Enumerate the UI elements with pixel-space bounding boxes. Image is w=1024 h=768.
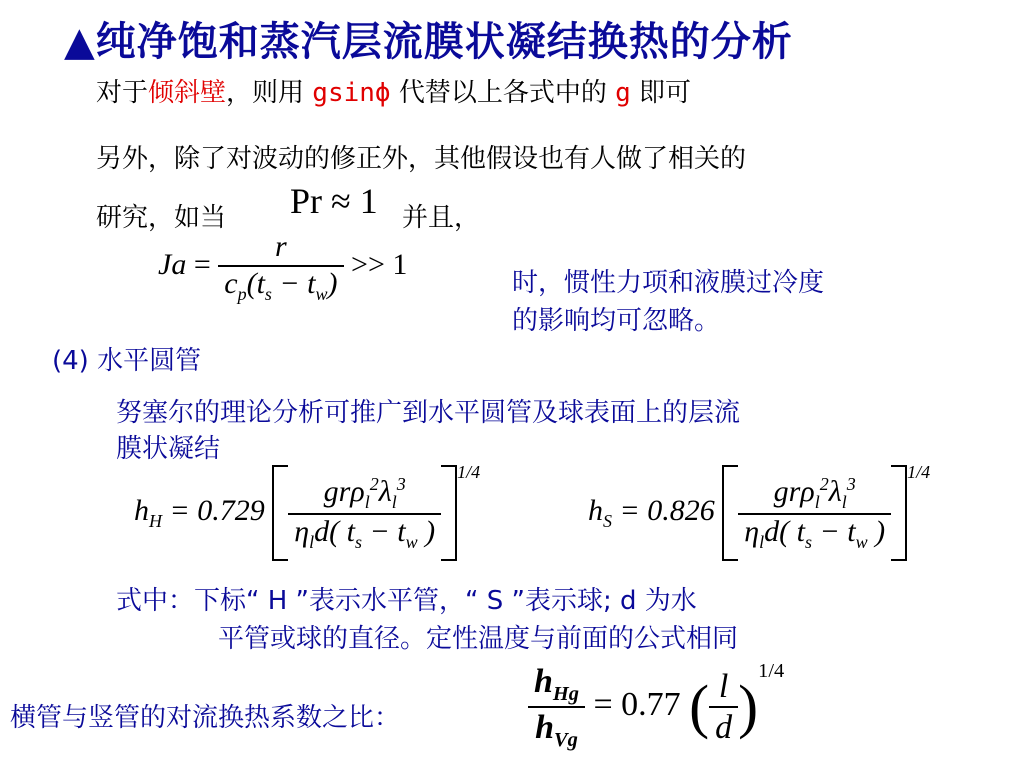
ja-formula	[158, 230, 407, 304]
text-for: 对于	[96, 78, 149, 108]
ja-note-line-2: 的影响均可忽略。	[512, 306, 721, 336]
ja-numerator: r	[218, 230, 343, 267]
s-fraction: $\frac{gr\rho_l^2\lambda_l^3}{\eta_ld( t_s - t_w )}$	[738, 474, 891, 552]
ja-rhs: >> 1	[351, 247, 408, 281]
coef-s: = 0.826	[619, 494, 715, 527]
para-line-1: 另外，除了对波动的修正外，其他假设也有人做了相关的	[96, 144, 747, 174]
nusselt-line-2: 膜状凝结	[116, 434, 221, 464]
section-name: 水平圆管	[97, 346, 202, 376]
ja-eq: =	[193, 247, 211, 281]
symbol-g: g	[615, 78, 631, 108]
explain-line-1: 式中：下标“ H ”表示水平管，“ S ”表示球; d 为水	[116, 586, 697, 616]
ratio-fraction: $\frac{h_{Hg}}{h_{Vg}}$	[528, 662, 585, 753]
ratio-formula: $\frac{h_{Hg}}{h_{Vg}}$ = 0.77 ( $\frac{l}{d}$ )$^{1/4}$	[528, 660, 784, 752]
ja-fraction	[218, 230, 343, 304]
text-then-use: ，则用	[226, 78, 313, 108]
bracket-right	[441, 465, 457, 561]
highlight-inclined-wall: 倾斜壁	[148, 78, 227, 108]
ratio-label: 横管与竖管的对流换热系数之比：	[10, 703, 401, 733]
inclined-wall-line	[96, 72, 691, 109]
coef-h: = 0.729	[169, 494, 265, 527]
explain-line-2: 平管或球的直径。定性温度与前面的公式相同	[218, 624, 739, 654]
bracket-left	[722, 465, 738, 561]
ja-denominator: $c_p(t_s - t_w)$	[224, 266, 338, 304]
exp-h: 1/4	[457, 462, 481, 482]
pr-formula: Pr ≈ 1	[290, 181, 378, 221]
section-heading	[52, 340, 201, 377]
ja-note-line-1: 时，惯性力项和液膜过冷度	[512, 268, 825, 298]
ratio-coef: = 0.77	[593, 686, 681, 723]
ja-lhs: Ja	[158, 247, 187, 281]
text-replace: 代替以上各式中的	[390, 78, 616, 108]
slide-title: ▲纯净饱和蒸汽层流膜状凝结换热的分析	[64, 19, 793, 65]
gsin-phi: gsinϕ	[312, 78, 391, 108]
nusselt-line-1: 努塞尔的理论分析可推广到水平圆管及球表面上的层流	[116, 398, 741, 428]
formula-horizontal-tube: $h_H = 0.729$ $\frac{gr\rho_l^2\lambda_l^3}{\eta_ld( t_s - t_w )}$ $^{1/4}$	[134, 462, 480, 561]
bracket-right	[891, 465, 907, 561]
ratio-exp: 1/4	[758, 660, 785, 682]
text-ok: 即可	[630, 78, 692, 108]
bracket-left	[272, 465, 288, 561]
exp-s: 1/4	[907, 462, 931, 482]
formula-sphere: $h_S = 0.826$ $\frac{gr\rho_l^2\lambda_l^3}{\eta_ld( t_s - t_w )}$ $^{1/4}$	[588, 462, 930, 561]
para-line-2-pre: 研究，如当	[96, 203, 227, 233]
h-fraction: $\frac{gr\rho_l^2\lambda_l^3}{\eta_ld( t_s - t_w )}$	[288, 474, 441, 552]
para-line-2-post: 并且，	[402, 203, 481, 233]
l-over-d: $\frac{l}{d}$	[709, 667, 738, 747]
section-number: (4)	[52, 346, 89, 376]
